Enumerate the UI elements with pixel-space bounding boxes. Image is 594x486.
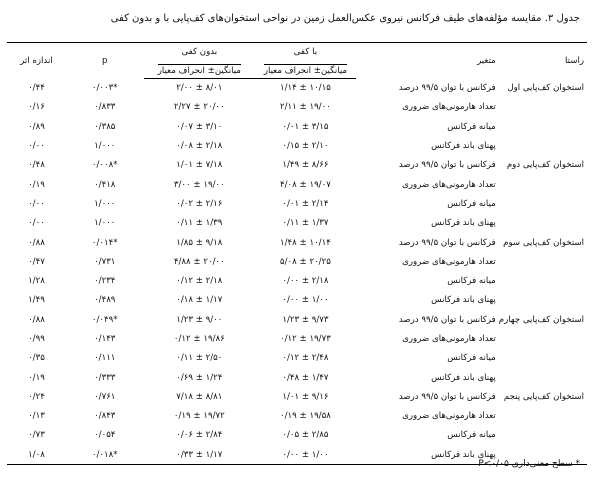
effect-size-cell: ۰/۹۹ [28,334,45,344]
with-insole-cell: ۱۹/۰۰ ± ۲/۱۱ [280,102,331,113]
effect-size-cell: ۰/۱۶ [28,102,45,113]
p-value-cell: ۱/۰۰۰ [94,141,116,152]
header-without-insole-label: بدون کفی [181,47,218,57]
header-without-mean-sd-label: میانگین± انحراف معیار [157,65,241,76]
effect-size-cell: ۰/۰۰ [28,198,45,209]
with-insole-cell: ۲/۴۸ ± ۰/۱۲ [282,353,329,364]
table-row [7,117,587,136]
effect-size-cell: ۰/۳۵ [28,353,45,364]
table-row [7,271,587,290]
header-effect-size: اندازه اثر [20,55,53,66]
without-insole-cell: ۱۹/۷۲ ± ۰/۱۹ [173,411,225,422]
effect-size-cell: ۰/۱۹ [28,372,45,383]
group-label-empty [499,117,587,136]
without-insole-cell: ۱۹/۰۰ ± ۳/۰۰ [173,179,225,190]
with-insole-cell: ۱/۴۷ ± ۰/۴۸ [282,372,329,383]
results-table [7,42,587,465]
table-row [7,214,587,233]
with-insole-cell: ۹/۱۶ ± ۱/۰۱ [282,391,329,402]
variable-cell: میانه فرکانس [447,276,496,287]
effect-size-cell: ۱/۴۹ [28,295,45,306]
with-insole-cell: ۲/۱۰ ± ۰/۱۵ [282,141,329,152]
header-with-mean-sd [255,61,356,79]
without-insole-cell: ۱/۳۹ ± ۰/۱۱ [176,218,223,229]
group-label: استخوان کف‌پایی سوم [503,237,584,248]
effect-size-cell: ۰/۴۴ [28,83,45,94]
variable-cell: میانه فرکانس [447,430,496,441]
p-value-cell: ۰/۰۵۴ [94,430,116,441]
effect-size-cell: ۰/۱۹ [28,179,45,190]
header-with-insole [255,43,356,62]
with-insole-cell: ۱۹/۰۷ ± ۴/۰۸ [280,179,331,190]
p-value-cell: ۰/۱۱۱ [94,353,116,364]
header-without-mean-sd [144,61,255,79]
with-insole-cell: ۲/۱۴ ± ۰/۰۱ [282,198,329,209]
group-label-empty [499,98,587,117]
p-value-cell: ۰/۱۴۳ [94,334,116,344]
without-insole-cell: ۲/۱۸ ± ۰/۱۲ [176,276,223,287]
p-value-cell: ۰/۴۸۹ [94,295,116,306]
without-insole-cell: ۹/۱۸ ± ۱/۸۵ [176,237,223,248]
p-value-cell: ۰/۴۱۸ [94,179,116,190]
variable-cell: فرکانس با توان ۹۹/۵ درصد [398,160,496,171]
without-insole-cell: ۳/۱۰ ± ۰/۰۷ [176,121,223,132]
effect-size-cell: ۱/۲۸ [28,276,45,287]
without-insole-cell: ۱/۱۷ ± ۰/۳۳ [176,449,223,460]
effect-size-cell: ۰/۲۴ [28,391,45,402]
with-insole-cell: ۳/۱۵ ± ۰/۰۱ [282,121,329,132]
without-insole-cell: ۱/۲۴ ± ۰/۶۹ [176,372,223,383]
p-value-cell: *۰/۰۱۸ [91,449,118,460]
effect-size-cell: ۰/۰۰ [28,141,45,152]
header-direction: راستا [565,55,584,66]
header-without-insole [144,43,255,62]
group-label: استخوان کف‌پایی اول [507,83,584,94]
variable-cell: میانه فرکانس [447,198,496,209]
group-label-empty [499,252,587,271]
variable-cell: میانه فرکانس [447,121,496,132]
table-row [7,426,587,445]
with-insole-cell: ۲۰/۲۵ ± ۵/۰۸ [280,256,331,267]
p-value-cell: *۰/۰۰۸ [91,160,118,171]
group-label-empty [499,136,587,155]
significance-footnote: * سطح معنی‌داری P<۰/۰۵ [478,459,580,469]
table-row [7,329,587,348]
variable-cell: فرکانس با توان ۹۹/۵ درصد [398,391,496,402]
table-row [7,136,587,155]
header-variable: متغیر [477,55,496,66]
effect-size-cell: ۰/۴۷ [28,256,45,267]
effect-size-cell: ۰/۱۳ [28,411,45,422]
group-label: استخوان کف‌پایی پنجم [503,391,584,402]
effect-size-cell: ۱/۰۸ [28,449,45,460]
group-label-empty [499,194,587,213]
with-insole-cell: ۱/۰۰ ± ۰/۰۰ [282,295,329,306]
group-label: استخوان کف‌پایی چهارم [498,314,584,325]
with-insole-cell: ۱۹/۵۸ ± ۰/۱۹ [280,411,331,422]
effect-size-cell: ۰/۸۸ [28,314,45,325]
effect-size-cell: ۰/۸۸ [28,237,45,248]
variable-cell: پهنای باند فرکانس [431,449,496,460]
table-row [7,368,587,387]
variable-cell: پهنای باند فرکانس [431,372,496,383]
without-insole-cell: ۹/۰۰ ± ۱/۲۳ [176,314,223,325]
table-row [7,349,587,368]
header-with-mean-sd-label: میانگین± انحراف معیار [263,65,348,76]
effect-size-cell: ۰/۴۸ [28,160,45,171]
variable-cell: تعداد هارمونی‌های ضروری [402,256,496,267]
without-insole-cell: ۷/۱۸ ± ۱/۰۱ [176,160,223,171]
with-insole-cell: ۱۹/۷۳ ± ۰/۱۲ [280,334,331,344]
p-value-cell: ۰/۷۳۱ [94,256,116,267]
effect-size-cell: ۰/۸۹ [28,121,45,132]
variable-cell: فرکانس با توان ۹۹/۵ درصد [398,314,496,325]
table-row [7,407,587,426]
effect-size-cell: ۰/۰۰ [28,218,45,229]
table-row [7,233,587,252]
variable-cell: فرکانس با توان ۹۹/۵ درصد [398,237,496,248]
without-insole-cell: ۸/۸۱ ± ۷/۱۸ [176,391,223,402]
table-row [7,252,587,271]
p-value-cell: ۰/۷۶۱ [94,391,116,402]
without-insole-cell: ۲/۵۰ ± ۰/۱۱ [176,353,223,364]
without-insole-cell: ۱۹/۸۶ ± ۰/۱۲ [173,334,225,344]
p-value-cell: ۱/۰۰۰ [94,218,116,229]
without-insole-cell: ۸/۰۱ ± ۲/۰۰ [176,83,223,94]
group-label-empty [499,349,587,368]
header-row [7,43,587,62]
p-value-cell: ۰/۳۸۵ [94,121,116,132]
without-insole-cell: ۲/۱۸ ± ۰/۰۸ [176,141,223,152]
without-insole-cell: ۱/۱۷ ± ۰/۱۸ [176,295,223,306]
p-value-cell: ۰/۸۴۳ [94,411,116,422]
with-insole-cell: ۱/۰۰ ± ۰/۰۰ [282,449,329,460]
with-insole-cell: ۸/۶۶ ± ۱/۴۹ [282,160,329,171]
table-body [7,79,587,465]
group-label-empty [499,368,587,387]
p-value-cell: ۱/۰۰۰ [94,198,116,209]
with-insole-cell: ۲/۱۸ ± ۰/۰۰ [282,276,329,287]
without-insole-cell: ۲/۱۶ ± ۰/۰۲ [176,198,223,209]
variable-cell: تعداد هارمونی‌های ضروری [402,102,496,113]
table-row [7,98,587,117]
table-row [7,156,587,175]
without-insole-cell: ۲۰/۰۰ ± ۴/۸۸ [173,256,225,267]
variable-cell: میانه فرکانس [447,353,496,364]
group-label-empty [499,426,587,445]
variable-cell: فرکانس با توان ۹۹/۵ درصد [398,83,496,94]
group-label-empty [499,175,587,194]
header-p: p [102,55,108,66]
without-insole-cell: ۲۰/۰۰ ± ۲/۲۷ [173,102,225,113]
variable-cell: پهنای باند فرکانس [431,218,496,229]
variable-cell: پهنای باند فرکانس [431,141,496,152]
header-with-insole-label: با کفی [293,47,318,57]
with-insole-cell: ۲/۸۵ ± ۰/۰۵ [282,430,329,441]
effect-size-cell: ۰/۷۳ [28,430,45,441]
group-label: استخوان کف‌پایی دوم [506,160,584,171]
group-label-empty [499,329,587,348]
with-insole-cell: ۹/۷۳ ± ۱/۲۳ [282,314,329,325]
p-value-cell: *۰/۰۰۳ [91,83,118,94]
table-row [7,387,587,406]
table-row [7,175,587,194]
with-insole-cell: ۱۰/۱۵ ± ۱/۱۴ [280,83,331,94]
variable-cell: پهنای باند فرکانس [431,295,496,306]
table-row [7,310,587,329]
variable-cell: تعداد هارمونی‌های ضروری [402,411,496,422]
p-value-cell: ۰/۳۳۳ [94,372,116,383]
table-row [7,194,587,213]
p-value-cell: *۰/۰۴۹ [91,314,118,325]
with-insole-cell: ۱۰/۱۴ ± ۱/۴۸ [280,237,331,248]
table-row [7,291,587,310]
table-row [7,79,587,98]
group-label-empty [499,214,587,233]
p-value-cell: ۰/۸۳۳ [94,102,116,113]
group-label-empty [499,291,587,310]
with-insole-cell: ۱/۳۷ ± ۰/۱۱ [282,218,329,229]
p-value-cell: ۰/۲۳۴ [94,276,116,287]
variable-cell: تعداد هارمونی‌های ضروری [402,334,496,344]
group-label-empty [499,407,587,426]
group-label-empty [499,271,587,290]
p-value-cell: *۰/۰۱۴ [91,237,118,248]
without-insole-cell: ۲/۸۴ ± ۰/۰۶ [176,430,223,441]
table-caption: جدول ۳. مقایسه مؤلفه‌های طیف فرکانس نیروی عکس‌العمل زمین در نواحی استخوان‌های کف‌پایی با و بدون کفی [110,13,580,24]
variable-cell: تعداد هارمونی‌های ضروری [402,179,496,190]
